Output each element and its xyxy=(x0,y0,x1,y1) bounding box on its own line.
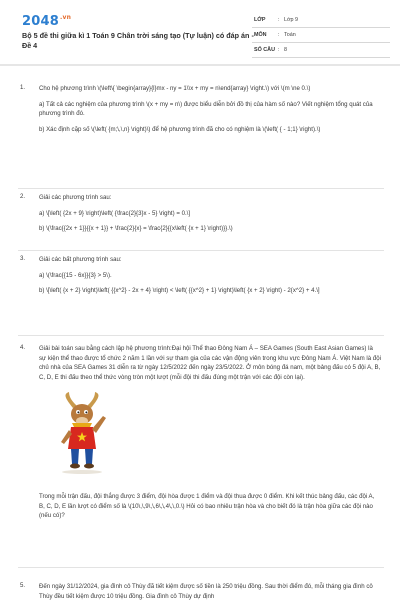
question-body xyxy=(39,251,381,296)
meta-key: SỐ CÂU xyxy=(254,47,275,53)
question-part-a: a) \(\frac{{15 - 6x}}{3} > 5\). xyxy=(39,271,112,279)
question-number: 2. xyxy=(20,193,26,200)
question-2 xyxy=(18,189,384,251)
question-text: Giải bài toán sau bằng cách lập hệ phương trình:Đại hội Thể thao Đông Nam Á – SEA Games (South East Asian Games) là sự kiện thể thao được tổ chức 2 năm 1 lần với sự tham gia của các vận động viên trong khu vực Đông Nam Á. Việt Nam là đội chủ nhà của SEA Games 31 diễn ra từ ngày 12/5/2022 đến ngày 23/5/2022. Ở môn bóng đá nam, một bảng đấu có 5 đội A, B, C, D, E thi đấu theo thể thức vòng tròn một lượt (mỗi đội thi đấu đúng một trận với các đội còn lại). xyxy=(39,345,381,381)
meta-row-subject: MÔN : Toán xyxy=(252,28,390,43)
question-text: Cho hệ phương trình \(\left\{ \begin{array}{l}mx - ny = 1\\x + my = n\end{array} \right.\) với \(m \ne 0.\) xyxy=(39,85,311,92)
question-4 xyxy=(18,336,384,568)
logo-suffix: .vn xyxy=(59,14,72,21)
question-number: 5. xyxy=(20,582,26,589)
question-part-a: a) Tất cả các nghiệm của phương trình \(x + my = n\) được biểu diễn bởi đồ thị của hàm số nào? Viết nghiệm tổng quát của phương trình đó. xyxy=(39,100,373,118)
logo-text: 2048 xyxy=(22,14,59,29)
question-text-continued: Trong mỗi trận đấu, đội thắng được 3 điểm, đội hòa được 1 điểm và đội thua được 0 điểm. Khi kết thúc bảng đấu, các đội A, B, C, D, E lần lượt có điểm số là \(10\,\,9\,\,6\,\,4\,\,0.\) Hỏi có bao nhiêu trận hòa và cho biết đó là trận hòa giữa các đội nào (nếu có)? xyxy=(39,492,375,520)
page-title: Bộ 5 đề thi giữa kì 1 Toán 9 Chân trời sáng tạo (Tự luận) có đáp án - Đề 4 xyxy=(22,31,254,50)
site-logo[interactable] xyxy=(22,14,71,29)
question-1 xyxy=(18,84,384,189)
question-part-b: b) \[\left( {x + 2} \right)\left( {{x^2} - 2x + 4} \right) < \left( {{x^2} + 1} \right)\left( {x + 2} \right) - 2{x^2} + 4.\] xyxy=(39,287,320,295)
question-5 xyxy=(18,578,384,608)
header-divider xyxy=(0,64,400,66)
question-part-b: b) Xác định cặp số \(\left( {m;\,\,n} \right)\) để hệ phương trình đã cho có nghiệm là \(\left( { - 1;1} \right).\) xyxy=(39,125,321,133)
question-text: Đến ngày 31/12/2024, gia đình cô Thùy đã tiết kiệm được số tiền là 250 triệu đồng. Sau thời điểm đó, mỗi tháng gia đình cô Thùy đều tiết kiệm được 10 triệu đồng. Gia đình cô Thùy dự định xyxy=(39,583,373,600)
question-text: Giải các phương trình sau: xyxy=(39,194,112,201)
question-body xyxy=(39,578,381,601)
meta-key: MÔN xyxy=(254,32,267,38)
meta-value: Toán xyxy=(284,32,296,38)
question-body xyxy=(39,84,381,134)
question-body xyxy=(39,189,381,234)
question-number: 4. xyxy=(20,344,26,351)
meta-key: LỚP xyxy=(254,17,266,23)
question-number: 3. xyxy=(20,255,26,262)
page-header xyxy=(0,0,400,62)
meta-row-question-count: SỐ CÂU : 8 xyxy=(252,43,390,58)
question-3 xyxy=(18,251,384,336)
question-part-b: b) \(\frac{{2x + 1}}{{x + 1}} + \frac{2}{x} = \frac{2}{{x\left( {x + 1} \right)}}.\) xyxy=(39,225,233,233)
meta-row-class: LỚP : Lớp 9 xyxy=(252,13,390,28)
sea-games-mascot-image xyxy=(39,392,125,476)
question-body xyxy=(39,336,381,521)
question-text: Giải các bất phương trình sau: xyxy=(39,256,122,263)
goat-mascot-icon xyxy=(61,392,106,474)
question-part-a: a) \[\left( {2x + 9} \right)\left( {\frac{2}{3}x - 5} \right) = 0.\] xyxy=(39,209,191,217)
meta-table xyxy=(252,13,390,58)
meta-value: 8 xyxy=(284,47,287,53)
question-number: 1. xyxy=(20,84,26,91)
meta-value: Lớp 9 xyxy=(284,17,299,23)
